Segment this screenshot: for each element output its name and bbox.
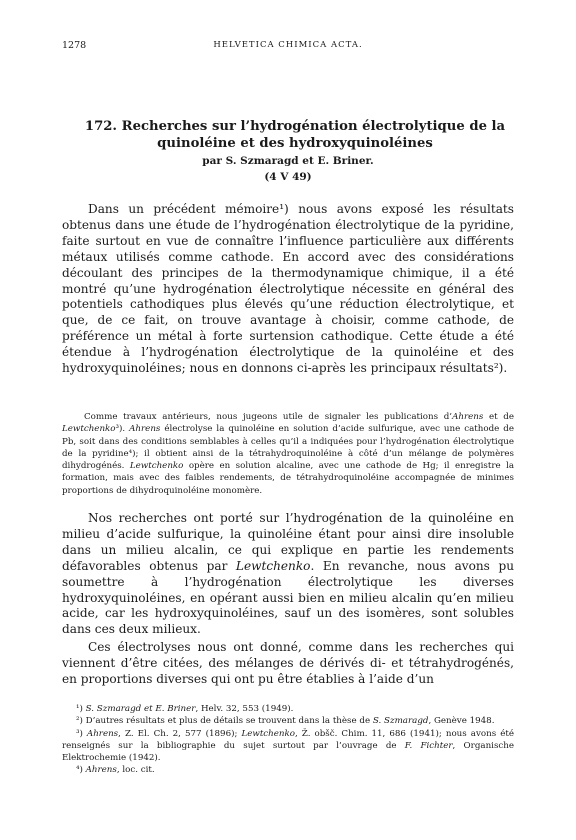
author-ref: Lewtchenko — [235, 558, 311, 573]
paragraph-prior-work — [62, 411, 514, 497]
author-szmaragd: S. Szmaragd — [225, 155, 299, 167]
footnote-1 — [62, 703, 514, 715]
page-number: 1278 — [62, 40, 87, 51]
footnote-mark: ¹) — [76, 704, 86, 714]
author-ref: Ahrens — [129, 424, 161, 435]
author-ref: Ahrens — [452, 412, 484, 422]
article-title-text: Recherches sur l’hydrogénation électrolytique de la quinoléine et des hydroxyquinoléines — [121, 119, 506, 151]
footnote-2 — [62, 715, 514, 727]
text-run: , Ž. obšč. Chim. 11, 686 (1941); nous avons été renseignés sur la bibliographie du sujet surtout par l’ouvrage de — [62, 728, 514, 751]
footnote-mark: ³) — [76, 728, 87, 739]
article-title — [70, 118, 520, 152]
text-run: , loc. cit. — [116, 765, 155, 776]
byline-prefix: par — [202, 155, 222, 167]
text-run: opère en solution alcaline, avec une cathode de Hg; il enregistre la formation, mais avec des faibles rendements, de tétrahydroquinoléine accompagnée de minimes proportions de dihydroquinoléine monomère. — [62, 461, 514, 496]
author-ref: F. Fichter — [404, 740, 453, 751]
author-ref: Lewtchenko — [129, 461, 184, 472]
byline — [62, 155, 514, 167]
text-run: et de — [483, 412, 515, 422]
received-date: (4 V 49) — [264, 171, 312, 183]
author-briner: E. Briner. — [317, 155, 374, 167]
article-number: 172. — [84, 119, 118, 134]
text-run: Comme travaux antérieurs, nous jugeons utile de signaler les publications d’ — [84, 412, 453, 422]
journal-title: HELVETICA CHIMICA ACTA. — [213, 40, 363, 50]
text-run: , Helv. 32, 553 (1949). — [195, 704, 294, 714]
footnote-mark: ²) — [76, 716, 86, 727]
paragraph-results: Ces électrolyses nous ont donné, comme dans les recherches qui viennent d’être citées, des mélanges de dérivés di- et tétrahydrogénés, en proportions diverses qui ont pu être établies à l’aide d’un — [62, 640, 514, 686]
footnotes — [62, 703, 514, 777]
author-ref: Lewtchenko — [62, 424, 116, 435]
author-ref: S. Szmaragd — [372, 716, 429, 727]
text-run: , Z. El. Ch. 2, 577 (1896); — [118, 728, 242, 739]
footnote-mark: ⁴) — [76, 765, 86, 776]
text-run: , Organische Elektrochemie (1942). — [62, 740, 515, 764]
author-ref: Ahrens — [85, 765, 117, 776]
text-run: électrolyse la quinoléine en solution d’acide sulfurique, avec une cathode de Pb, soit dans des conditions semblables à celles qu’il a indiquées pour l’hydrogénation électrolytique de la pyridine⁴); il obtient ainsi de la tétrahydroquinoléine à côté d’un mélange de polymères dihydrogénés. — [62, 424, 514, 472]
text-run: ³). — [115, 424, 130, 435]
author-ref: Lewtchenko — [241, 728, 295, 739]
author-ref: S. Szmaragd et E. Briner — [85, 704, 196, 714]
text-run: . En revanche, nous avons pu soumettre à l’hydrogénation électrolytique les diverses hydroxyquinoléines, en opérant aussi bien en milieu alcalin qu’en milieu acide, car les hydroxyquinoléines, sauf un des isomères, sont solubles dans ces deux milieux. — [62, 558, 514, 637]
byline-and: et — [302, 155, 314, 167]
footnote-4 — [62, 764, 514, 776]
paragraph-research — [62, 511, 514, 638]
author-ref: Ahrens — [86, 728, 119, 739]
text-run: , Genève 1948. — [428, 716, 495, 727]
running-header — [62, 40, 514, 54]
paragraph-intro: Dans un précédent mémoire¹) nous avons exposé les résultats obtenus dans une étude de l’hydrogénation électrolytique de la pyridine, faite surtout en vue de connaître l’influence particulière aux différents métaux utilisés comme cathode. En accord avec des considérations découlant des principes de la thermodynamique chimique, il a été montré qu’une hydrogénation électrolytique nécessite en général des potentiels cathodiques plus élevés qu’une réduction électrolytique, et que, de ce fait, on trouve avantage à choisir, comme cathode, de préférence un métal à forte surtension cathodique. Cette étude a été étendue à l’hydrogénation électrolytique de la quinoléine et des hydroxyquinoléines; nous en donnons ci-après les principaux résultats²). — [62, 202, 514, 376]
text-run: D’autres résultats et plus de détails se trouvent dans la thèse de — [85, 716, 373, 727]
text-run: Nos recherches ont porté sur l’hydrogénation de la quinoléine en milieu d’acide sulfurique, la quinoléine étant pour ainsi dire insoluble dans un milieu alcalin, ce qui explique en partie les rendements défavorables obtenus par — [62, 511, 514, 573]
footnote-3 — [62, 728, 514, 765]
